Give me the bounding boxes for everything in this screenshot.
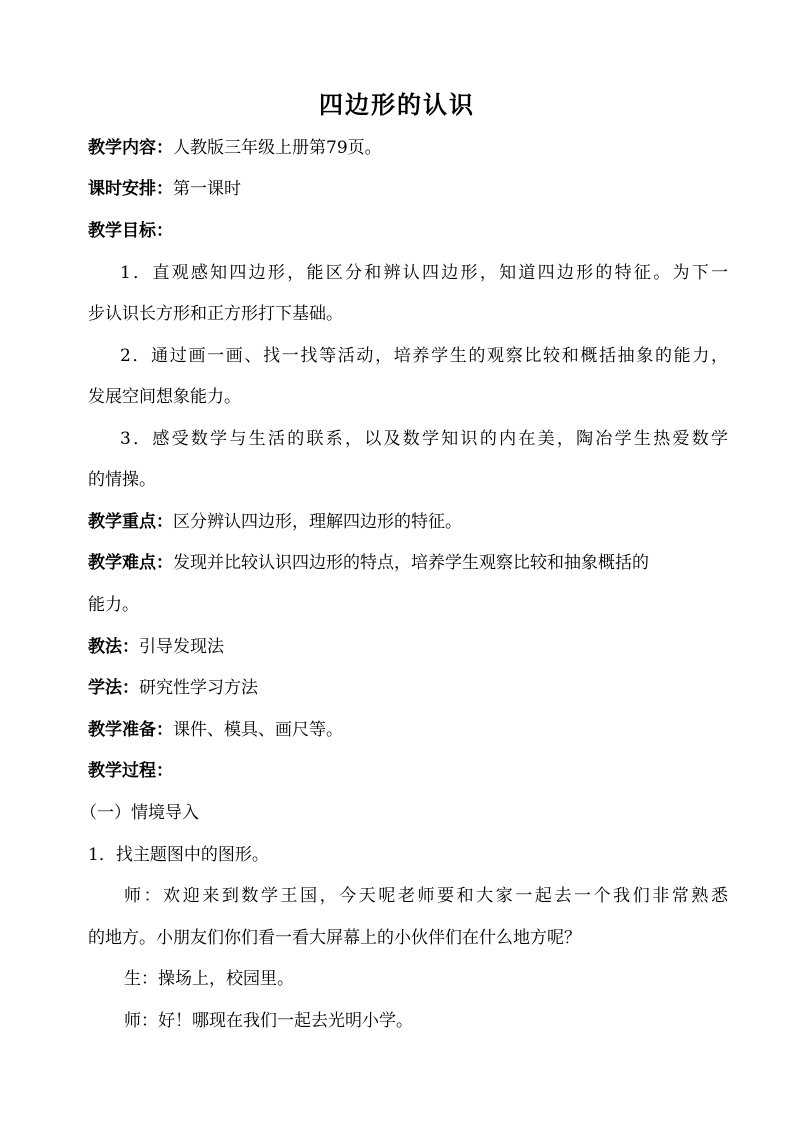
goal-2-line-a: 2．通过画一画、找一找等活动，培养学生的观察比较和概括抽象的能力，: [120, 346, 728, 366]
method-label: 教法：: [88, 637, 139, 657]
schedule-text: 第一课时: [173, 179, 241, 199]
method-text: 引导发现法: [139, 637, 224, 657]
section-1-heading: （一）情境导入: [80, 803, 199, 823]
keypoint-text: 区分辨认四边形，理解四边形的特征。: [173, 512, 462, 532]
keypoint-line: [88, 510, 728, 534]
goal-3-line-b: 的情操。: [88, 470, 156, 490]
schedule-line: [88, 177, 728, 201]
dialog-teacher-2: 师：好！哪现在我们一起去光明小学。: [124, 1011, 413, 1031]
study-label: 学法：: [88, 678, 139, 698]
goal-2-line-b: 发展空间想象能力。: [88, 387, 241, 407]
schedule-label: 课时安排：: [88, 179, 173, 199]
dialog-teacher-1-line-a: 师：欢迎来到数学王国，今天呢老师要和大家一起去一个我们非常熟悉: [124, 886, 728, 906]
goal-3-line-a: 3．感受数学与生活的联系，以及数学知识的内在美，陶冶学生热爱数学: [120, 429, 728, 449]
teaching-content-label: 教学内容：: [88, 138, 173, 158]
prep-label: 教学准备：: [88, 720, 173, 740]
study-line: [88, 676, 728, 700]
goal-1-line-b: 步认识长方形和正方形打下基础。: [88, 304, 343, 324]
process-label: 教学过程：: [88, 761, 173, 781]
prep-line: [88, 718, 728, 742]
goal-1-line-a: 1．直观感知四边形，能区分和辨认四边形，知道四边形的特征。为下一: [120, 263, 728, 283]
dialog-student-1: 生：操场上，校园里。: [124, 969, 294, 989]
goals-label: 教学目标：: [88, 221, 173, 241]
dialog-teacher-1-line-b: 的地方。小朋友们你们看一看大屏幕上的小伙伴们在什么地方呢？: [88, 928, 581, 948]
prep-text: 课件、模具、画尺等。: [173, 720, 343, 740]
difficulty-text-a: 发现并比较认识四边形的特点，培养学生观察比较和抽象概括的: [173, 553, 649, 573]
goals-heading: [88, 219, 728, 243]
method-line: [88, 635, 728, 659]
difficulty-line-a: [88, 551, 728, 575]
keypoint-label: 教学重点：: [88, 512, 173, 532]
teaching-content-line: [88, 136, 728, 160]
process-heading: [88, 759, 728, 783]
difficulty-label: 教学难点：: [88, 553, 173, 573]
study-text: 研究性学习方法: [139, 678, 258, 698]
page-title: 四边形的认识: [319, 90, 475, 119]
step-1-line: 1．找主题图中的图形。: [88, 845, 269, 865]
difficulty-line-b: 能力。: [88, 595, 139, 615]
teaching-content-text: 人教版三年级上册第79页。: [173, 138, 382, 158]
